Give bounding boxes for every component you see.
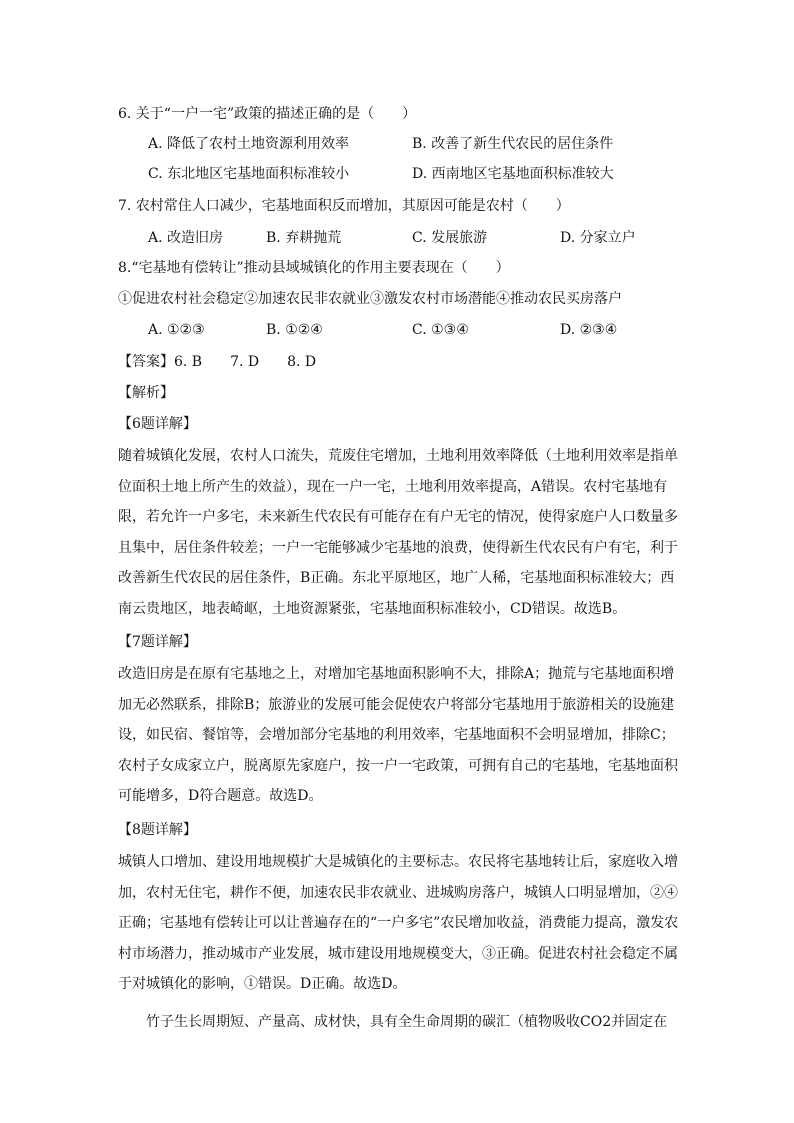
q7-option-d: D. 分家立户 [560,230,636,246]
detail-7-line: 可能增多，D符合题意。故选D。 [118,788,323,804]
detail-7-line: 加无必然联系，排除B；旅游业的发展可能会促使农户将部分宅基地用于旅游相关的设施建 [118,696,675,713]
detail-6-line: 且集中，居住条件较差；一户一宅能够减少宅基地的浪费，使得新生代农民有户有宅，利于 [118,539,678,556]
q6-option-d: D. 西南地区宅基地面积标准较大 [412,166,614,182]
q7-option-a: A. 改造旧房 [148,230,224,246]
q6-option-c: C. 东北地区宅基地面积标准较小 [148,166,350,182]
detail-6-paragraph [118,441,678,624]
analysis-heading: 【解析】 [118,385,174,401]
detail-8-line: 城镇人口增加、建设用地规模扩大是城镇化的主要标志。农民将宅基地转让后，家庭收入增 [118,854,678,870]
q7-option-c: C. 发展旅游 [412,230,488,246]
q8-option-b: B. ①②④ [266,322,323,338]
q8-statements: ①促进农村社会稳定②加速农民非农就业③激发农村市场潜能④推动农民买房落户 [118,291,622,307]
q6-option-b: B. 改善了新生代农民的居住条件 [412,136,614,152]
q6-option-a: A. 降低了农村土地资源利用效率 [148,136,350,152]
detail-7-line: 农村子女成家立户，脱离原先家庭户，按一户一宅政策，可拥有自己的宅基地，宅基地面积 [118,757,678,774]
q6-stem: 6. 关于“一户一宅”政策的描述正确的是（ ） [118,106,417,122]
detail-7-paragraph [118,659,678,812]
detail-8-line: 于对城镇化的影响，①错误。D正确。故选D。 [118,976,407,992]
detail-6-line: 南云贵地区，地表崎岖，土地资源紧张，宅基地面积标准较小，CD错误。故选B。 [118,600,627,617]
detail-8-line: 加，农村无住宅，耕作不便，加速农民非农就业、进城购房落户，城镇人口明显增加，②④ [118,884,678,901]
detail-8-heading: 【8题详解】 [118,822,197,838]
detail-7-heading: 【7题详解】 [118,634,197,650]
next-passage-line: 竹子生长周期短、产量高、成材快，具有全生命周期的碳汇（植物吸收CO2并固定在 [146,1014,668,1030]
detail-6-heading: 【6题详解】 [118,416,197,432]
detail-6-line: 限，若允许一户多宅，未来新生代农民有可能存在有户无宅的情况，使得家庭户人口数量多 [118,509,678,525]
detail-8-line: 正确；宅基地有偿转让可以让普遍存在的“一户多宅”农民增加收益，消费能力提高，激发农 [118,915,679,931]
answer-line: 【答案】6. B 7. D 8. D [118,354,317,370]
detail-6-line: 位面积土地上所产生的效益），现在一户一宅，土地利用效率提高，A错误。农村宅基地有 [118,478,668,495]
q8-option-c: C. ①③④ [412,322,469,338]
detail-7-line: 改造旧房是在原有宅基地之上，对增加宅基地面积影响不大，排除A；抛荒与宅基地面积增 [118,666,675,682]
q8-option-a: A. ①②③ [148,322,205,338]
q7-stem: 7. 农村常住人口减少，宅基地面积反而增加，其原因可能是农村（ ） [118,198,570,214]
detail-6-line: 随着城镇化发展，农村人口流失，荒废住宅增加，土地利用效率降低（土地利用效率是指单 [118,448,678,464]
q8-option-d: D. ②③④ [560,322,618,338]
detail-6-line: 改善新生代农民的居住条件，B正确。东北平原地区，地广人稀，宅基地面积标准较大；西 [118,570,675,586]
q8-stem: 8.“宅基地有偿转让”推动县域城镇化的作用主要表现在（ ） [118,260,510,276]
detail-8-paragraph [118,847,678,1000]
q7-option-b: B. 弃耕抛荒 [266,230,342,246]
detail-7-line: 设，如民宿、餐馆等，会增加部分宅基地的利用效率，宅基地面积不会明显增加，排除C； [118,727,675,743]
detail-8-line: 村市场潜力，推动城市产业发展，城市建设用地规模变大，③正确。促进农村社会稳定不属 [118,945,678,962]
